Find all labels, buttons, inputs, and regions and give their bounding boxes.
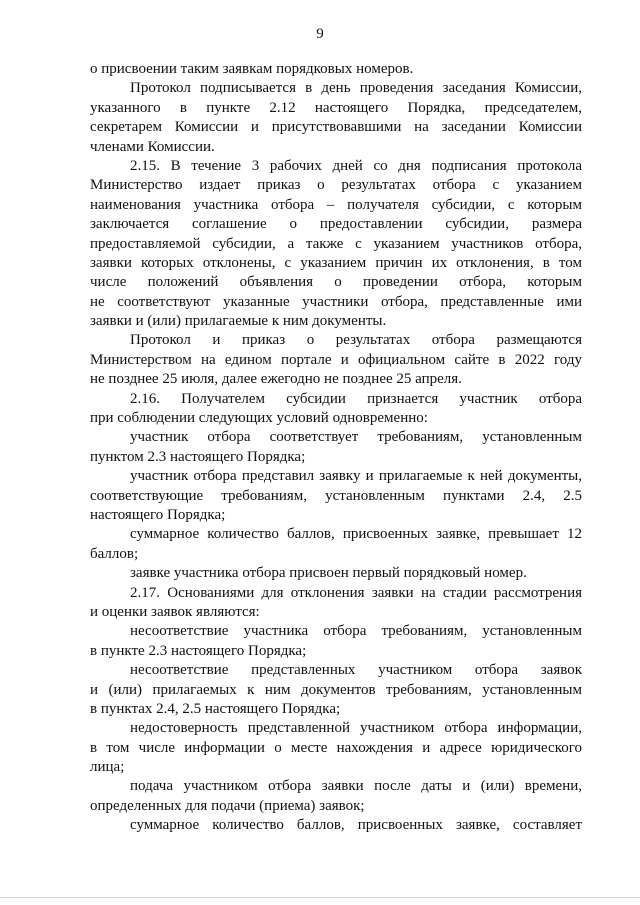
text-line: при соблюдении следующих условий одновременно: [90,410,428,427]
text-line: определенных для подачи (приема) заявок; [90,797,365,814]
text-line: о присвоении таким заявкам порядковых номеров. [90,61,414,77]
text-line: несоответствие представленных участником отбора заявок [130,662,582,679]
text-line: Министерство издает приказ о результатах отбора с указанием [90,177,582,194]
text-line: соответствующие требованиям, установленным пунктами 2.4, 2.5 [90,487,582,504]
text-line: участник отбора представил заявку и прилагаемые к ней документы, [130,468,582,485]
text-line: Министерством на едином портале и официальном сайте в 2022 году [90,351,582,368]
text-line: Протокол и приказ о результатах отбора размещаются [130,332,582,349]
text-line: 2.15. В течение 3 рабочих дней со дня подписания протокола [130,157,582,174]
text-line: несоответствие участника отбора требованиям, установленным [130,623,582,640]
text-line: заключается соглашение о предоставлении субсидии, размера [90,216,582,233]
text-line: Протокол подписывается в день проведения заседания Комиссии, [130,80,582,97]
text-line: суммарное количество баллов, присвоенных заявке, превышает 12 [130,526,582,543]
text-line: лица; [90,759,125,776]
text-line: не позднее 25 июля, далее ежегодно не позднее 25 апреля. [90,371,462,388]
text-line: настоящего Порядка; [90,506,226,523]
page-bottom-edge [0,897,640,898]
text-line: недостоверность представленной участником отбора информации, [130,720,582,737]
text-line: суммарное количество баллов, присвоенных заявке, составляет [130,817,582,834]
text-line: в пункте 2.3 настоящего Порядка; [90,642,307,659]
text-line: не соответствуют указанные участники отбора, представленные ими [90,293,582,310]
text-line: 2.16. Получателем субсидии признается участник отбора [130,390,582,407]
text-line: предоставляемой субсидии, а также с указанием участников отбора, [90,235,582,252]
text-line: в том числе информации о месте нахождения и адресе юридического [90,739,582,756]
text-line: подача участником отбора заявки после даты и (или) времени, [130,778,582,795]
text-line: числе положений объявления о проведении отбора, которым [90,274,582,291]
document-body [90,60,582,836]
text-line: 2.17. Основаниями для отклонения заявки на стадии рассмотрения [130,584,582,601]
text-line: в пунктах 2.4, 2.5 настоящего Порядка; [90,700,341,717]
text-line: пунктом 2.3 настоящего Порядка; [90,448,306,465]
text-line: указанного в пункте 2.12 настоящего Порядка, председателем, [90,99,582,116]
page-number: 9 [316,26,324,42]
text-line: наименования участника отбора – получателя субсидии, с которым [90,196,582,213]
text-line: и (или) прилагаемых к ним документов требованиям, установленным [90,681,582,698]
text-line: заявки и (или) прилагаемые к ним документы. [90,313,387,330]
text-line: баллов; [90,545,139,562]
text-line: заявки которых отклонены, с указанием причин их отклонения, в том [90,254,582,271]
text-line: секретарем Комиссии и присутствовавшими на заседании Комиссии [90,119,582,136]
text-line: участник отбора соответствует требованиям, установленным [130,429,582,446]
text-line: заявке участника отбора присвоен первый порядковый номер. [130,565,527,582]
text-line: и оценки заявок являются: [90,603,260,620]
text-line: членами Комиссии. [90,138,215,155]
